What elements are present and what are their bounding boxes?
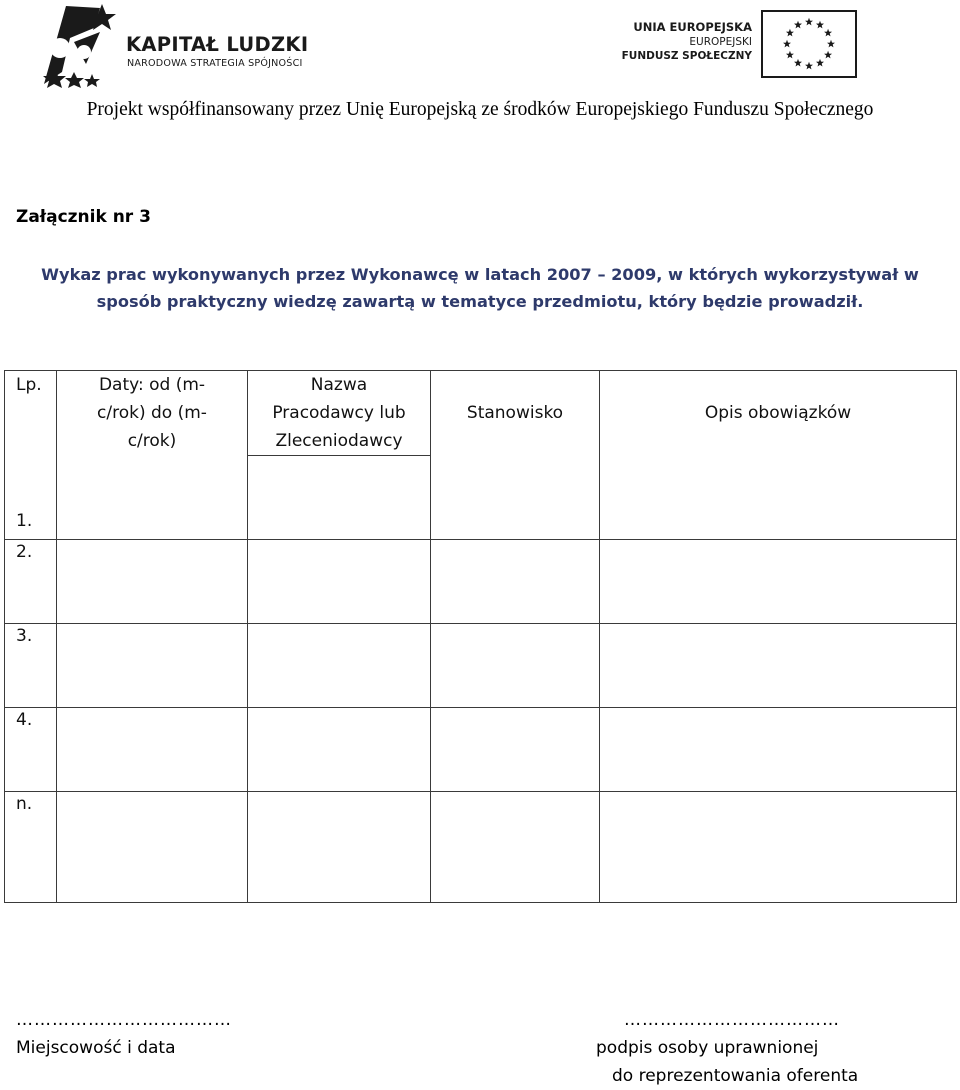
row-3-number: 3. bbox=[5, 624, 57, 708]
row-1-employer-cell[interactable] bbox=[248, 456, 431, 540]
row-4-duties-cell[interactable] bbox=[600, 708, 957, 792]
authorized-signature-label-2: do reprezentowania oferenta bbox=[612, 1066, 859, 1086]
table-row bbox=[5, 708, 957, 792]
kapital-ludzki-logo bbox=[40, 2, 340, 90]
lp-header-wrap bbox=[5, 371, 56, 537]
row-4-employer-cell[interactable] bbox=[248, 708, 431, 792]
table-row bbox=[5, 624, 957, 708]
work-history-table bbox=[4, 370, 957, 903]
kapital-ludzki-title: KAPITAŁ LUDZKI bbox=[126, 33, 309, 56]
row-n-duties-cell[interactable] bbox=[600, 792, 957, 903]
row-2-duties-cell[interactable] bbox=[600, 540, 957, 624]
row-2-position-cell[interactable] bbox=[431, 540, 600, 624]
eu-logo-text bbox=[622, 20, 752, 63]
row-n-position-cell[interactable] bbox=[431, 792, 600, 903]
row-n-number: n. bbox=[5, 792, 57, 903]
dates-header-line-3: c/rok) bbox=[127, 431, 177, 451]
eu-flag-icon bbox=[761, 10, 857, 78]
row-1-number: 1. bbox=[16, 511, 33, 531]
row-n-employer-cell[interactable] bbox=[248, 792, 431, 903]
table-row bbox=[5, 792, 957, 903]
lp-header-cell bbox=[5, 371, 57, 540]
duties-header-cell bbox=[600, 371, 957, 540]
employer-header-cell bbox=[248, 371, 431, 456]
row-4-dates-cell[interactable] bbox=[57, 708, 248, 792]
dates-header-line-2: c/rok) do (m- bbox=[97, 403, 207, 423]
row-n-dates-cell[interactable] bbox=[57, 792, 248, 903]
lp-header: Lp. bbox=[16, 375, 42, 395]
intro-paragraph bbox=[0, 261, 960, 315]
authorized-signature bbox=[596, 1006, 858, 1090]
row-2-dates-cell[interactable] bbox=[57, 540, 248, 624]
table-header-row bbox=[5, 371, 957, 456]
dates-header-cell bbox=[57, 371, 248, 540]
place-date-signature bbox=[16, 1006, 232, 1062]
eu-logo-line2: EUROPEJSKI bbox=[689, 36, 752, 48]
kapital-ludzki-subtitle: NARODOWA STRATEGIA SPÓJNOŚCI bbox=[127, 58, 303, 69]
place-date-line[interactable]: ……………………………… bbox=[16, 1010, 232, 1030]
eu-logo bbox=[618, 10, 860, 80]
position-header: Stanowisko bbox=[466, 403, 564, 423]
row-3-employer-cell[interactable] bbox=[248, 624, 431, 708]
position-header-cell bbox=[431, 371, 600, 540]
duties-header: Opis obowiązków bbox=[704, 403, 852, 423]
dates-header-line-1: Daty: od (m- bbox=[98, 375, 206, 395]
cofinancing-statement: Projekt współfinansowany przez Unię Europejską ze środków Europejskiego Funduszu Społecznego bbox=[86, 99, 874, 120]
place-date-label: Miejscowość i data bbox=[16, 1038, 176, 1058]
attachment-label: Załącznik nr 3 bbox=[16, 207, 151, 227]
authorized-signature-line[interactable]: ……………………………… bbox=[624, 1010, 840, 1030]
row-3-dates-cell[interactable] bbox=[57, 624, 248, 708]
employer-header-line-3: Zleceniodawcy bbox=[275, 431, 403, 451]
table-row bbox=[5, 540, 957, 624]
eu-logo-line3: FUNDUSZ SPOŁECZNY bbox=[621, 50, 752, 62]
row-2-number: 2. bbox=[5, 540, 57, 624]
row-3-duties-cell[interactable] bbox=[600, 624, 957, 708]
row-4-number: 4. bbox=[5, 708, 57, 792]
row-3-position-cell[interactable] bbox=[431, 624, 600, 708]
kapital-ludzki-emblem-icon bbox=[40, 2, 118, 90]
employer-header-line-2: Pracodawcy lub bbox=[272, 403, 406, 423]
authorized-signature-label-1: podpis osoby uprawnionej bbox=[596, 1038, 819, 1058]
row-2-employer-cell[interactable] bbox=[248, 540, 431, 624]
employer-header-line-1: Nazwa bbox=[310, 375, 368, 395]
intro-line-1: Wykaz prac wykonywanych przez Wykonawcę w latach 2007 – 2009, w których wykorzystywał w bbox=[41, 265, 919, 284]
intro-line-2: sposób praktyczny wiedzę zawartą w tematyce przedmiotu, który będzie prowadził. bbox=[96, 292, 864, 311]
eu-logo-line1: UNIA EUROPEJSKA bbox=[633, 20, 752, 34]
row-4-position-cell[interactable] bbox=[431, 708, 600, 792]
